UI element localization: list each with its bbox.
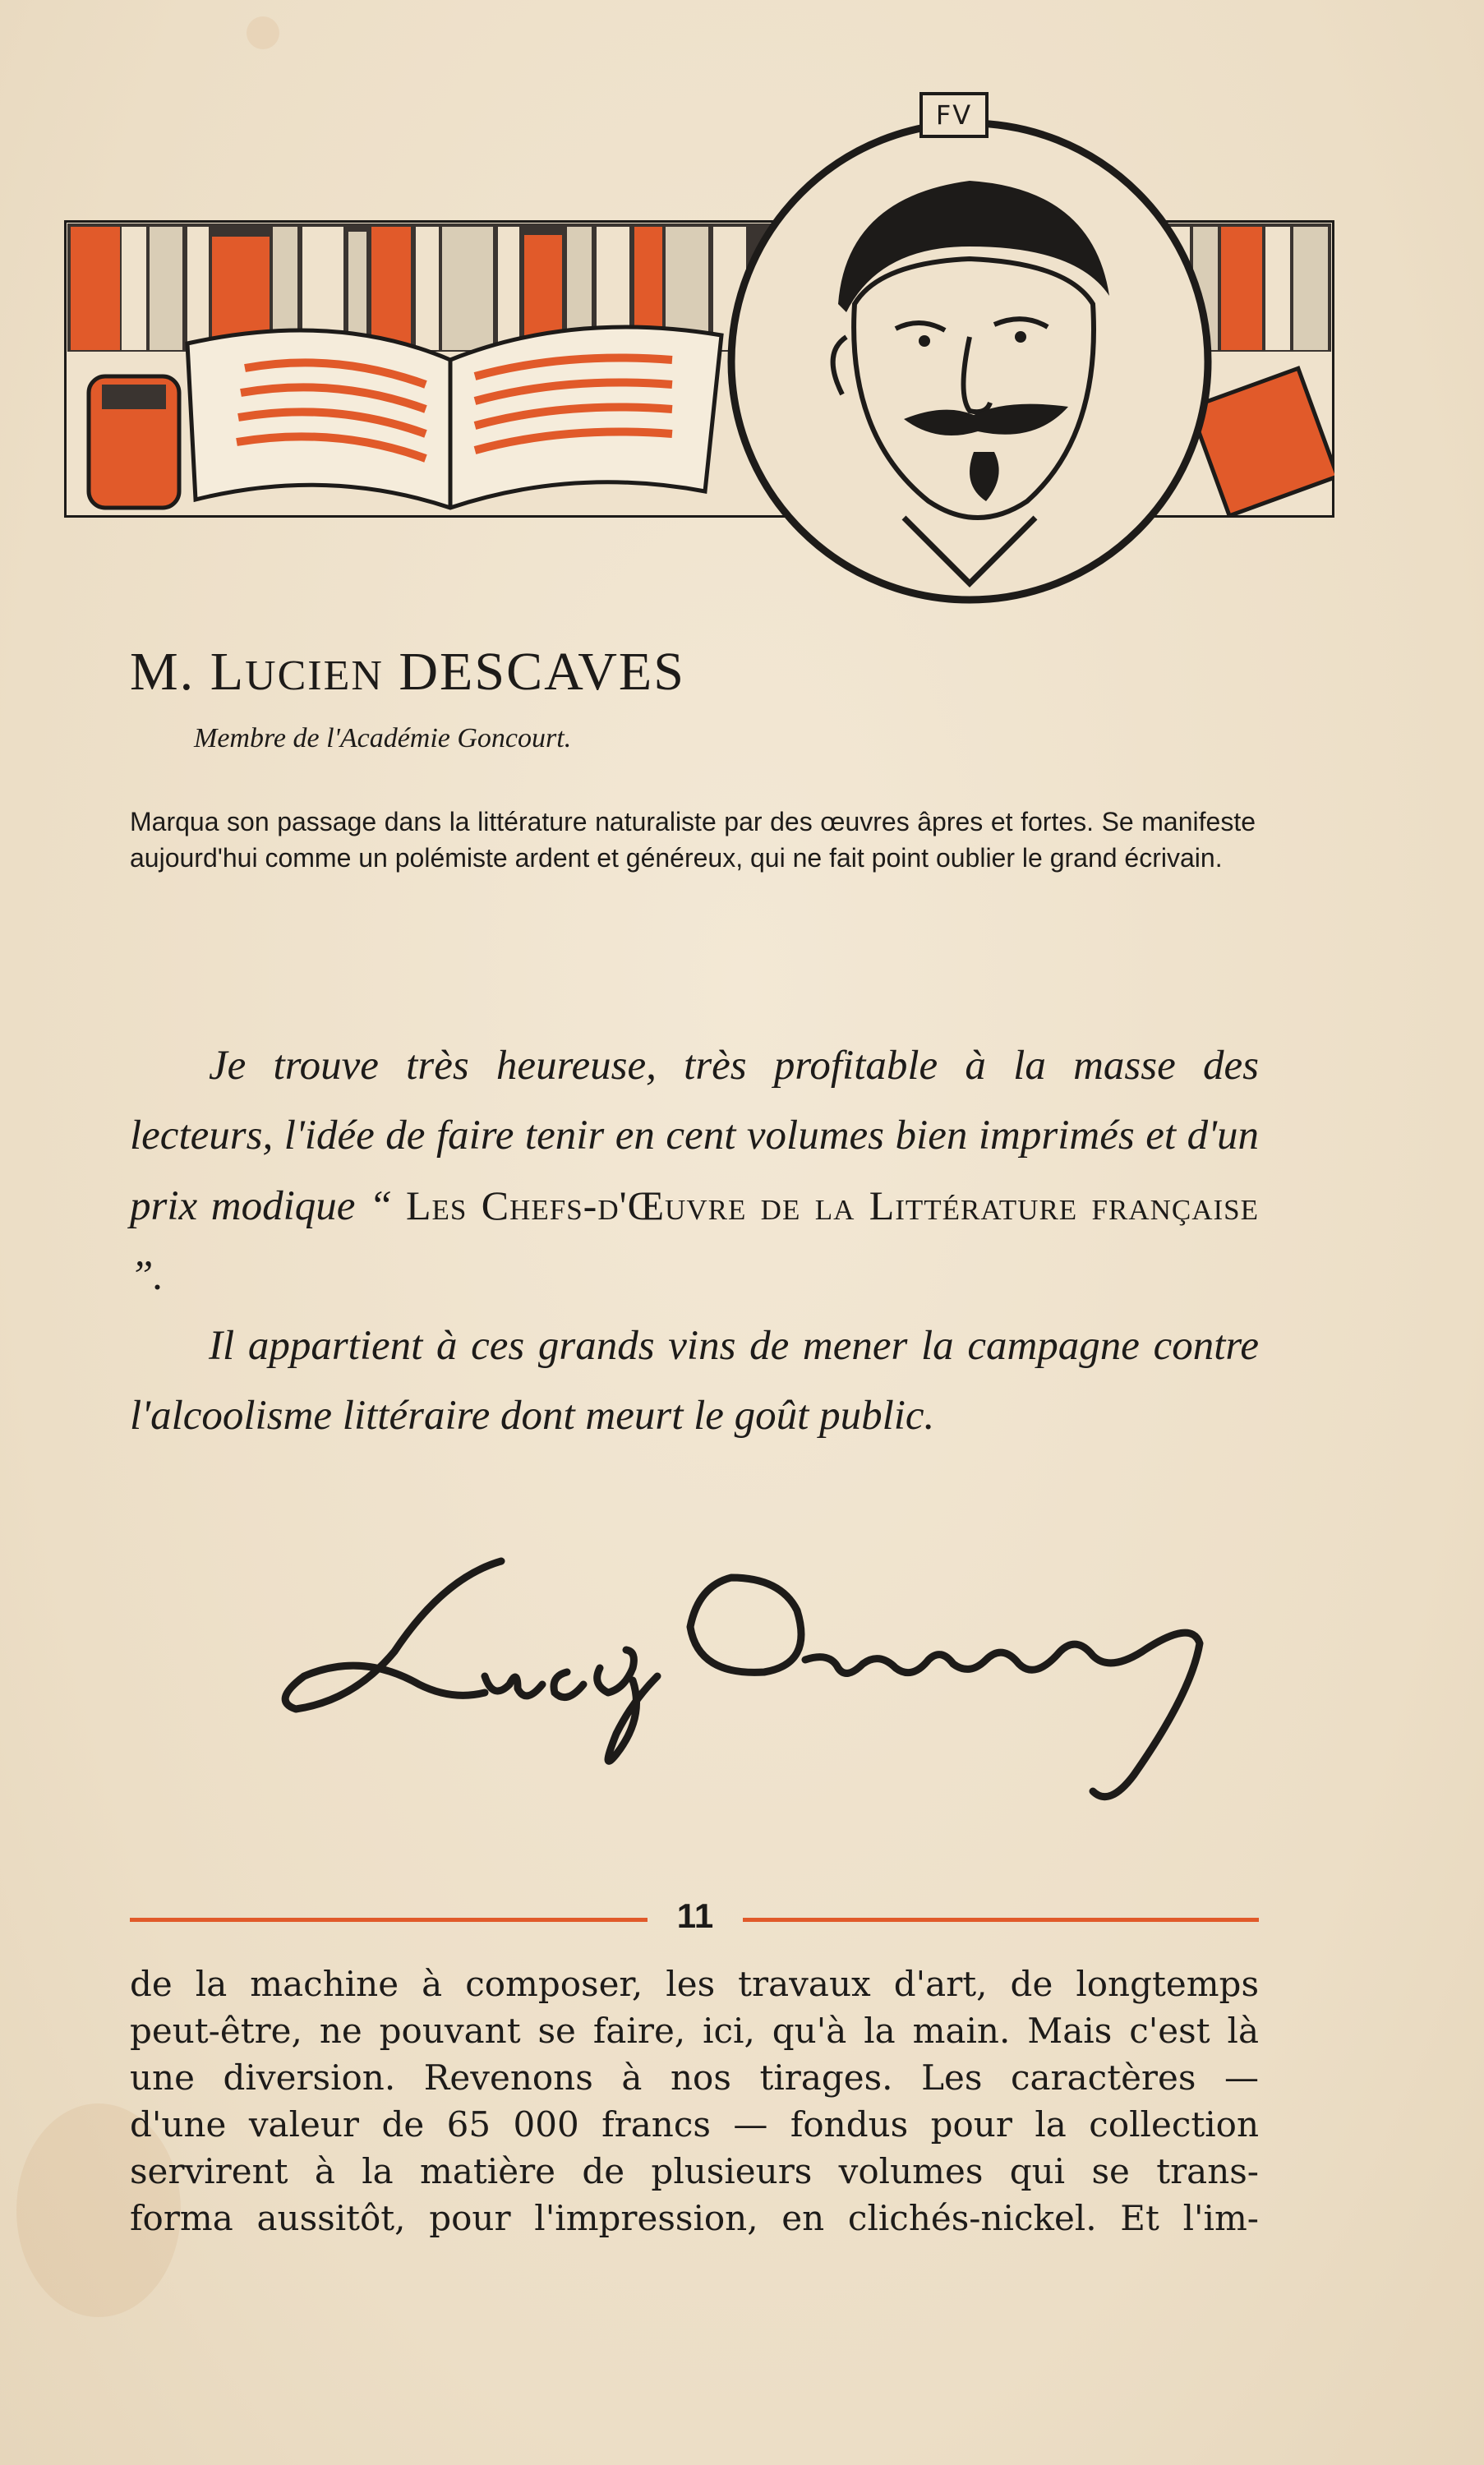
title-prefix: M. — [130, 642, 210, 702]
title-last-name: DESCAVES — [399, 642, 685, 702]
body-line: d'une valeur de 65 000 francs — fondus pour la collection — [130, 2104, 1259, 2145]
quote-paragraph-1: Je trouve très heureuse, très profitable à la masse des lecteurs, l'idée de faire tenir en cent volumes bien imprimés et d'un prix modique “ Les Chefs-d'Œuvre de la Littérature française ”. — [130, 1043, 1260, 1299]
paper-stain — [247, 16, 279, 49]
body-line: peut-être, ne pouvant se faire, ici, qu'à la main. Mais c'est là — [130, 2011, 1259, 2051]
title-first-rest: UCIEN — [245, 652, 384, 699]
title-first-initial: L — [210, 642, 246, 702]
handwritten-signature — [271, 1528, 1257, 1824]
quote-block — [130, 1031, 1259, 1451]
page-rule-left — [130, 1918, 648, 1922]
body-line: servirent à la matière de plusieurs volumes qui se trans- — [130, 2151, 1259, 2191]
portrait-caricature — [723, 90, 1216, 608]
body-text — [130, 1960, 1259, 2242]
page-rule-right — [743, 1918, 1259, 1922]
page-number: 11 — [676, 1896, 714, 1935]
author-description: Marqua son passage dans la littérature naturaliste par des œuvres âpres et fortes. Se manifeste aujourd'hui comme un polémiste ardent et généreux, qui ne fait point oublier le grand écrivain. — [130, 807, 1256, 873]
body-line: une diversion. Revenons à nos tirages. Les caractères — — [130, 2057, 1259, 2098]
artist-monogram: FV — [919, 92, 989, 138]
body-line: forma aussitôt, pour l'impression, en clichés-nickel. Et l'im- — [130, 2198, 1259, 2238]
subtitle: Membre de l'Académie Goncourt. — [194, 723, 572, 753]
body-line: de la machine à composer, les travaux d'art, de longtemps — [130, 1964, 1259, 2004]
series-title: Les Chefs-d'Œuvre de la Littérature française — [405, 1182, 1260, 1228]
page-title — [130, 641, 685, 703]
quote-paragraph-2: Il appartient à ces grands vins de mener la campagne contre l'alcoolisme littéraire dont meurt le goût public. — [130, 1323, 1259, 1439]
ink-jar — [89, 376, 179, 508]
